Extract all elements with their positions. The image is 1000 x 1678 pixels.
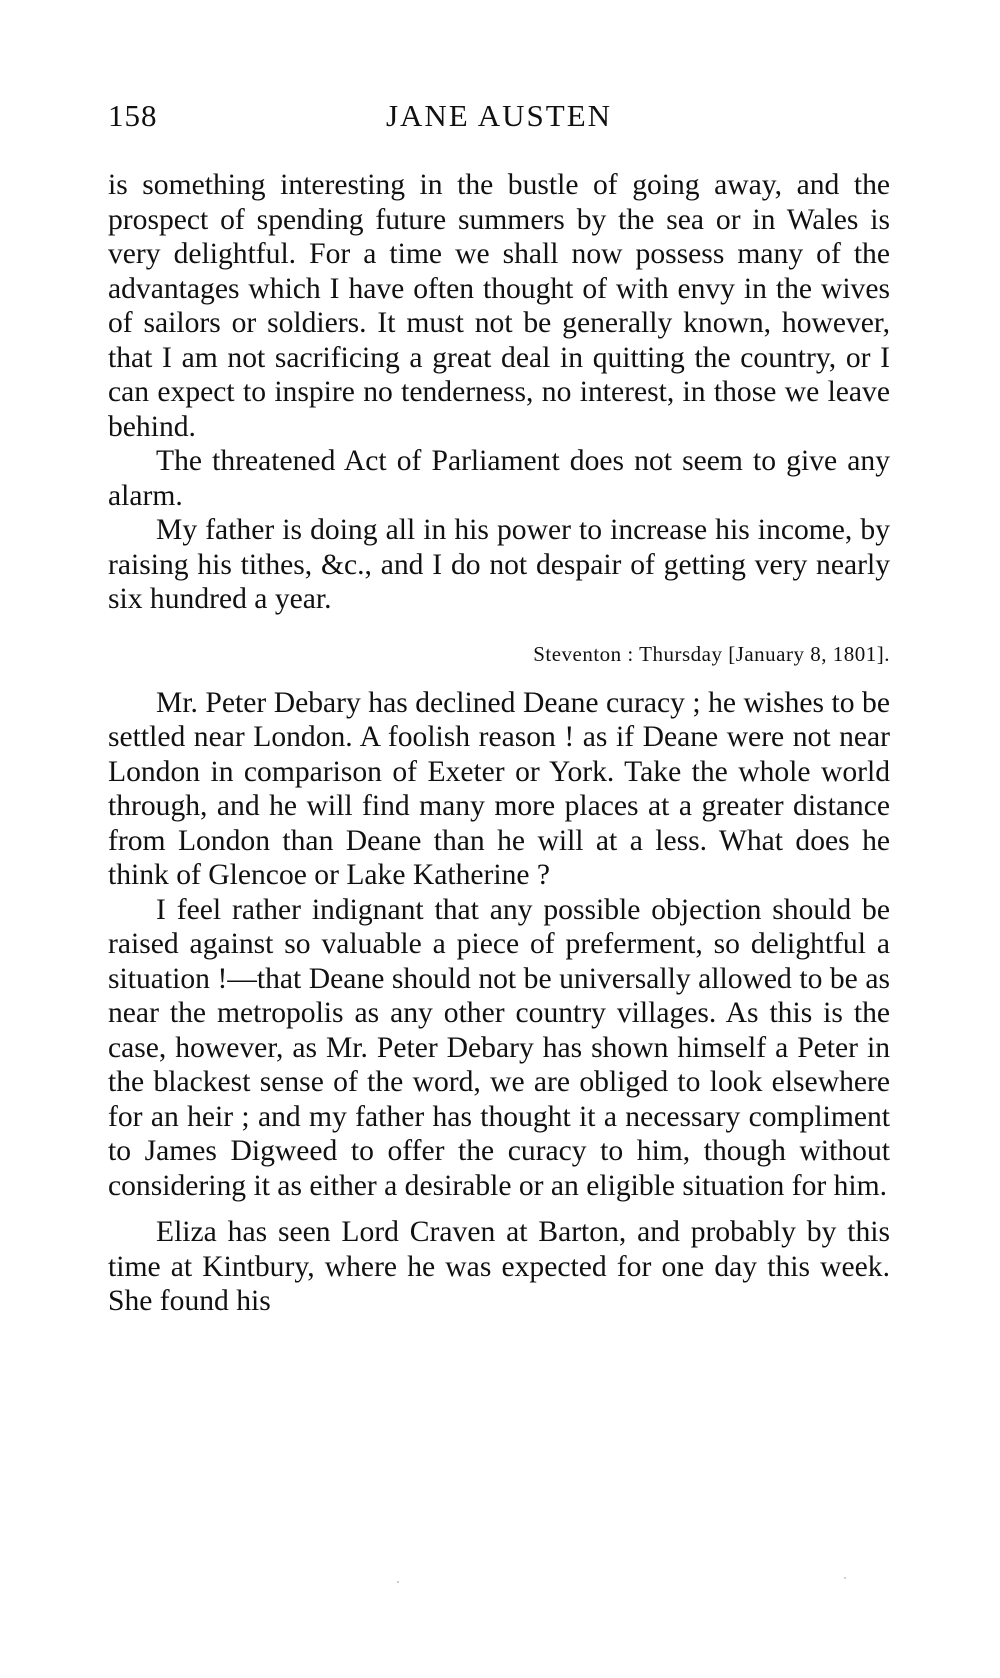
paragraph-5: I feel rather indignant that any possible objection should be raised against so valuable a piece of preferment, so delightful a situation !—that Deane should not be universally allowed to be as near the metropolis as any other country villages. As this is the case, however, as Mr. Peter Debary has shown himself a Peter in the blackest sense of the word, we are obliged to look elsewhere for an heir ; and my father has thought it a necessary compliment to James Digweed to offer the curacy to him, though without considering it as either a desirable or an eligible situation for him. xyxy=(108,893,890,1202)
speck-mark xyxy=(844,1577,846,1579)
speck-mark xyxy=(397,1581,399,1583)
running-head: JANE AUSTEN xyxy=(385,98,613,133)
page-header xyxy=(108,96,890,136)
paragraph-4: Mr. Peter Debary has declined Deane curacy ; he wishes to be settled near London. A foolish reason ! as if Deane were not near London in comparison of Exeter or York. Take the whole world through, and he will find many more places at a greater distance from London than Deane than he will at a less. What does he think of Glencoe or Lake Katherine ? xyxy=(108,686,890,891)
letter-dateline: Steventon : Thursday [January 8, 1801]. xyxy=(533,641,890,666)
page-number: 158 xyxy=(108,98,158,133)
paragraph-6: Eliza has seen Lord Craven at Barton, and probably by this time at Kintbury, where he was expected for one day this week. She found his xyxy=(108,1216,890,1317)
paragraph-3: My father is doing all in his power to increase his income, by raising his tithes, &c., and I do not despair of getting very nearly six hundred a year. xyxy=(108,514,890,615)
paragraph-2: The threatened Act of Parliament does not seem to give any alarm. xyxy=(108,445,890,512)
page-text xyxy=(108,168,890,1319)
paragraph-1: is something interesting in the bustle of going away, and the prospect of spending future summers by the sea or in Wales is very delightful. For a time we shall now possess many of the advantages which I have often thought of with envy in the wives of sailors or soldiers. It must not be generally known, however, that I am not sacrificing a great deal in quitting the country, or I can expect to inspire no tenderness, no interest, in those we leave behind. xyxy=(108,169,890,443)
